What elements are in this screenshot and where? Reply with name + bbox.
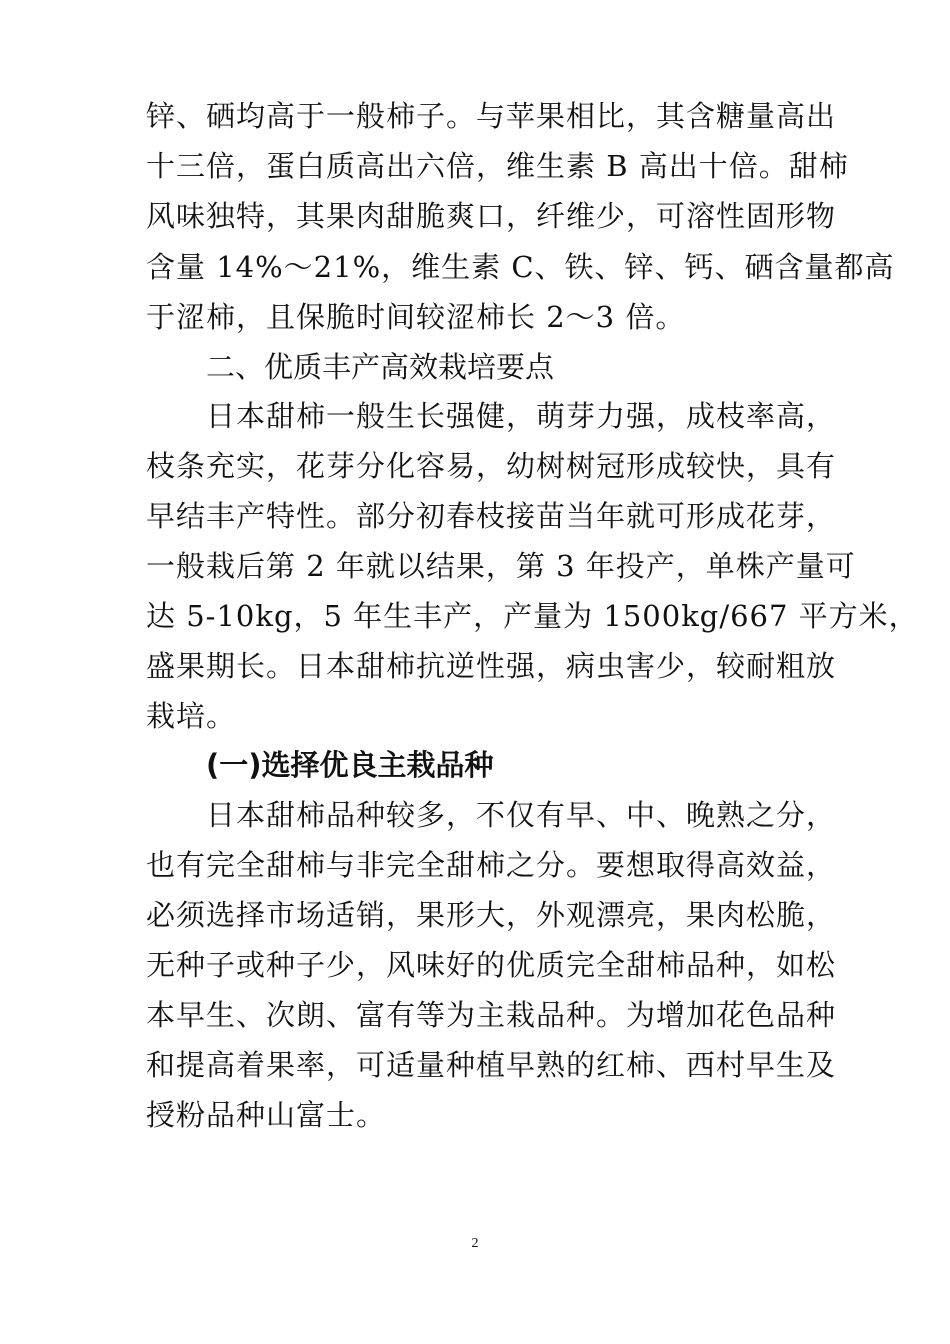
paragraph-line: 也有完全甜柿与非完全甜柿之分。要想取得高效益， [146,848,837,882]
page-number: 2 [471,1236,479,1251]
paragraph-line: 十三倍，蛋白质高出六倍，维生素 B 高出十倍。甜柿 [146,149,849,183]
paragraph-line: 早结丰产特性。部分初春枝接苗当年就可形成花芽， [146,499,837,533]
paragraph-line: 风味独特，其果肉甜脆爽口，纤维少，可溶性固形物 [146,199,837,233]
paragraph-line: 本早生、次朗、富有等为主栽品种。为增加花色品种 [146,998,837,1032]
paragraph-line: 必须选择市场适销，果形大，外观漂亮，果肉松脆， [146,898,837,932]
paragraph-line: 授粉品种山富士。 [146,1098,387,1132]
paragraph-line: 日本甜柿一般生长强健，萌芽力强，成枝率高， [206,399,837,433]
paragraph-line: 达 5-10kg，5 年生丰产，产量为 1500kg/667 平方米， [146,599,919,633]
paragraph-line: 日本甜柿品种较多，不仅有早、中、晚熟之分， [206,798,837,832]
section-heading: 二、优质丰产高效栽培要点 [206,350,555,384]
paragraph-line: 和提高着果率，可适量种植早熟的红柿、西村早生及 [146,1048,837,1082]
paragraph-line: 枝条充实，花芽分化容易，幼树树冠形成较快，具有 [146,449,837,483]
subsection-heading: (一)选择优良主栽品种 [206,748,494,782]
paragraph-line: 栽培。 [146,699,237,733]
paragraph-line: 一般栽后第 2 年就以结果，第 3 年投产，单株产量可 [146,549,856,583]
paragraph-line: 锌、硒均高于一般柿子。与苹果相比，其含糖量高出 [146,99,837,133]
paragraph-line: 无种子或种子少，风味好的优质完全甜柿品种，如松 [146,948,837,982]
paragraph-line: 于涩柿，且保脆时间较涩柿长 2～3 倍。 [146,300,686,334]
paragraph-line: 盛果期长。日本甜柿抗逆性强，病虫害少，较耐粗放 [146,649,837,683]
paragraph-line: 含量 14%～21%，维生素 C、铁、锌、钙、硒含量都高 [146,250,895,284]
